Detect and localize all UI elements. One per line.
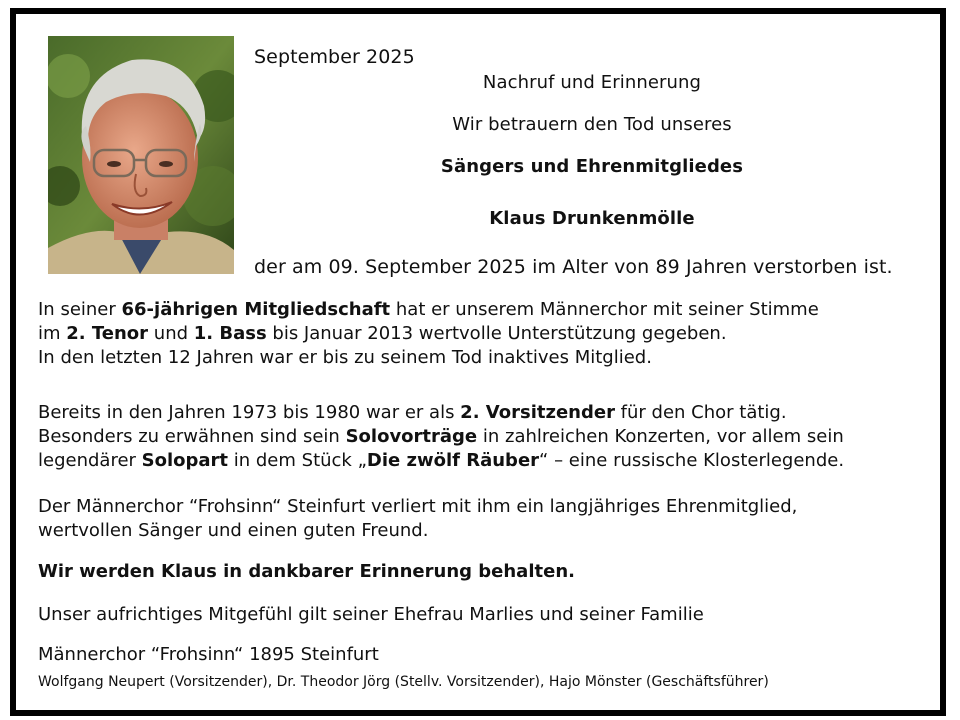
portrait-photo bbox=[48, 36, 234, 274]
paragraph-remembrance: Wir werden Klaus in dankbarer Erinnerung behalten. bbox=[38, 561, 575, 582]
portrait-illustration bbox=[48, 36, 234, 274]
role-line: Sängers und Ehrenmitgliedes bbox=[440, 156, 744, 177]
bold-span: Die zwölf Räuber bbox=[366, 450, 540, 471]
signature-choir: Männerchor “Frohsinn“ 1895 Steinfurt bbox=[38, 644, 379, 665]
text-span: legendärer bbox=[38, 450, 142, 471]
paragraph-membership bbox=[38, 298, 819, 370]
bold-span: 66-jährigen Mitgliedschaft bbox=[121, 299, 391, 320]
bold-span: 1. Bass bbox=[193, 323, 267, 344]
board-members: Wolfgang Neupert (Vorsitzender), Dr. Theodor Jörg (Stellv. Vorsitzender), Hajo Mönster (Geschäftsführer) bbox=[38, 674, 769, 690]
text-span: in dem Stück „ bbox=[228, 450, 367, 471]
bold-span: Solopart bbox=[141, 450, 229, 471]
text-span: Bereits in den Jahren 1973 bis 1980 war er als bbox=[38, 402, 461, 423]
text-span: im bbox=[38, 323, 67, 344]
text-span: hat er unserem Männerchor mit seiner Stimme bbox=[390, 299, 819, 320]
bold-span: 2. Vorsitzender bbox=[460, 402, 615, 423]
date: September 2025 bbox=[254, 46, 415, 68]
text-span: Der Männerchor “Frohsinn“ Steinfurt verliert mit ihm ein langjähriges Ehrenmitglied, bbox=[38, 496, 798, 517]
paragraph-condolence: Unser aufrichtiges Mitgefühl gilt seiner Ehefrau Marlies und seiner Familie bbox=[38, 604, 704, 625]
bold-span: Solovorträge bbox=[345, 426, 478, 447]
text-span: und bbox=[148, 323, 194, 344]
text-span: wertvollen Sänger und einen guten Freund. bbox=[38, 520, 429, 541]
obituary-frame bbox=[10, 8, 946, 716]
text-span: Besonders zu erwähnen sind sein bbox=[38, 426, 346, 447]
text-span: In seiner bbox=[38, 299, 122, 320]
text-span: für den Chor tätig. bbox=[614, 402, 787, 423]
death-line: der am 09. September 2025 im Alter von 89 Jahren verstorben ist. bbox=[254, 256, 893, 278]
text-span: In den letzten 12 Jahren war er bis zu seinem Tod inaktives Mitglied. bbox=[38, 347, 652, 368]
text-span: in zahlreichen Konzerten, vor allem sein bbox=[477, 426, 844, 447]
heading: Nachruf und Erinnerung bbox=[482, 72, 702, 93]
deceased-name: Klaus Drunkenmölle bbox=[489, 208, 695, 229]
paragraph-career bbox=[38, 401, 844, 473]
text-span: “ – eine russische Klosterlegende. bbox=[539, 450, 845, 471]
intro-line: Wir betrauern den Tod unseres bbox=[452, 114, 732, 135]
text-span: bis Januar 2013 wertvolle Unterstützung gegeben. bbox=[266, 323, 727, 344]
bold-span: 2. Tenor bbox=[66, 323, 149, 344]
paragraph-loss bbox=[38, 495, 797, 543]
